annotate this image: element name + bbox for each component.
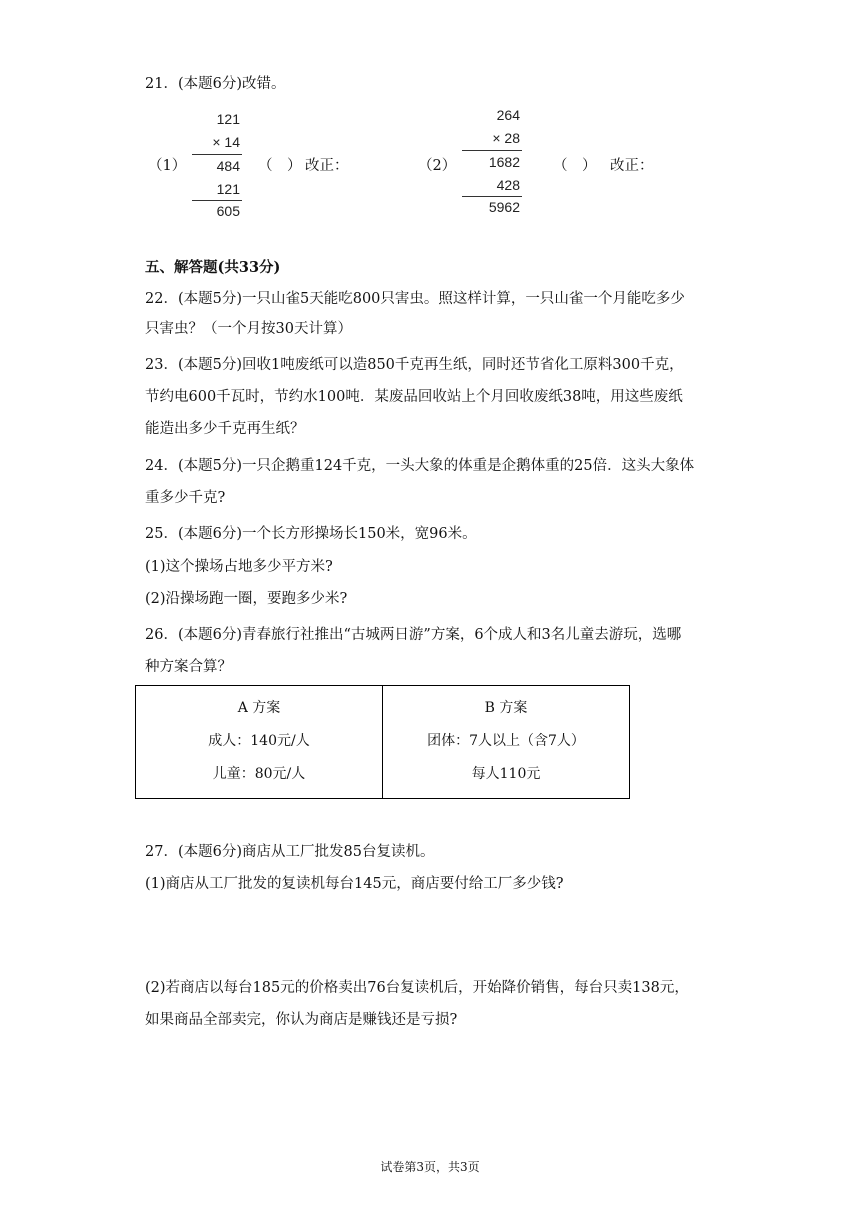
q21-title: 21．(本题6分)改错。 bbox=[145, 76, 286, 92]
q23-line-2: 节约电600千瓦时，节约水100吨．某废品回收站上个月回收废纸38吨，用这些废纸 bbox=[145, 389, 683, 405]
plan-a-adult-price: 成人：140元/人 bbox=[208, 733, 310, 749]
calc1-partial-2: 121 bbox=[216, 181, 240, 197]
q21-part1-label: （1） bbox=[148, 158, 187, 174]
q22-line-1: 22．(本题5分)一只山雀5天能吃800只害虫。照这样计算，一只山雀一个月能吃多少 bbox=[145, 291, 685, 307]
calc1-rule-2 bbox=[192, 200, 242, 201]
section-heading: 五、解答题(共33分) bbox=[145, 259, 281, 276]
q21-part1-calculation bbox=[190, 108, 240, 220]
calc2-result: 5962 bbox=[488, 199, 520, 215]
q25-line-1: 25．(本题6分)一个长方形操场长150米，宽96米。 bbox=[145, 526, 477, 542]
calc1-rule-1 bbox=[192, 154, 242, 155]
calc1-multiplier: × 14 bbox=[212, 134, 240, 150]
calc2-multiplicand: 264 bbox=[496, 107, 520, 123]
q24-line-2: 重多少千克? bbox=[145, 490, 226, 506]
q27-sub-2-line-2: 如果商品全部卖完，你认为商店是赚钱还是亏损? bbox=[145, 1012, 458, 1028]
plan-a-cell bbox=[136, 686, 383, 799]
q24-line-1: 24．(本题5分)一只企鹅重124千克，一头大象的体重是企鹅体重的25倍．这头大象体 bbox=[145, 458, 695, 474]
calc1-result: 605 bbox=[216, 203, 240, 219]
calc2-multiplier: × 28 bbox=[492, 130, 520, 146]
plan-b-title: B 方案 bbox=[484, 700, 528, 716]
plan-a-child-price: 儿童：80元/人 bbox=[212, 766, 306, 782]
q21-part1-blank: （ ） bbox=[258, 158, 302, 174]
q25-sub-2: (2)沿操场跑一圈，要跑多少米? bbox=[145, 591, 348, 607]
plan-comparison-table bbox=[135, 685, 630, 799]
plan-a-title: A 方案 bbox=[237, 700, 281, 716]
q21-part2-label: （2） bbox=[418, 158, 457, 174]
q23-line-3: 能造出多少千克再生纸？ bbox=[145, 421, 305, 437]
plan-b-price: 每人110元 bbox=[471, 766, 541, 782]
calc2-rule-2 bbox=[462, 196, 522, 197]
calc2-partial-2: 428 bbox=[496, 177, 520, 193]
q23-line-1: 23．(本题5分)回收1吨废纸可以造850千克再生纸，同时还节省化工原料300千克， bbox=[145, 357, 684, 373]
q27-sub-1: (1)商店从工厂批发的复读机每台145元，商店要付给工厂多少钱? bbox=[145, 876, 564, 892]
calc1-multiplicand: 121 bbox=[216, 111, 240, 127]
calc2-partial-1: 1682 bbox=[488, 154, 520, 170]
q22-line-2: 只害虫？（一个月按30天计算） bbox=[145, 321, 352, 337]
q27-line-1: 27．(本题6分)商店从工厂批发85台复读机。 bbox=[145, 844, 435, 860]
q26-line-1: 26．(本题6分)青春旅行社推出“古城两日游”方案，6个成人和3名儿童去游玩，选哪 bbox=[145, 627, 682, 643]
calc2-rule-1 bbox=[462, 150, 522, 151]
q21-part1-fix-label: 改正： bbox=[305, 158, 349, 174]
plan-b-group-rule: 团体：7人以上（含7人） bbox=[427, 733, 585, 749]
calc1-partial-1: 484 bbox=[216, 158, 240, 174]
page-footer: 试卷第3页，共3页 bbox=[380, 1160, 480, 1174]
q25-sub-1: (1)这个操场占地多少平方米? bbox=[145, 559, 333, 575]
q26-line-2: 种方案合算？ bbox=[145, 659, 232, 675]
q21-part2-blank: （ ） bbox=[553, 158, 597, 174]
q27-sub-2-line-1: (2)若商店以每台185元的价格卖出76台复读机后，开始降价销售，每台只卖138元， bbox=[145, 980, 689, 996]
q21-part2-fix-label: 改正： bbox=[610, 158, 654, 174]
q21-part2-calculation bbox=[460, 104, 520, 216]
plan-b-cell bbox=[383, 686, 630, 799]
